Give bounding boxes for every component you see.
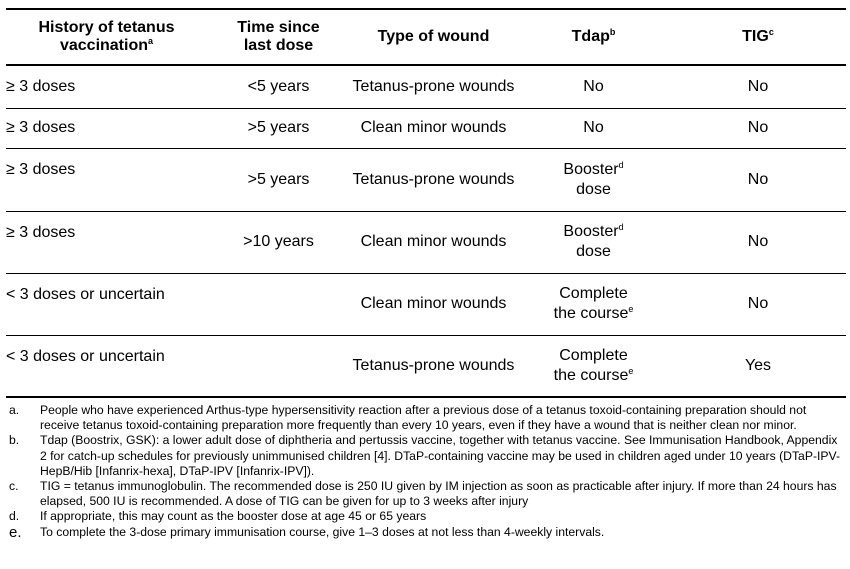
footnote-d bbox=[6, 509, 844, 524]
cell-wound: Tetanus-prone wounds bbox=[352, 77, 515, 95]
table-row bbox=[6, 148, 846, 211]
footnote-a bbox=[6, 403, 844, 433]
header-wound-type: Type of wound bbox=[377, 28, 490, 45]
header-history: History of tetanus vaccination$^a$ bbox=[38, 19, 175, 54]
cell-tig: Yes bbox=[744, 356, 772, 374]
table-row bbox=[6, 335, 846, 397]
cell-wound: Clean minor wounds bbox=[360, 295, 507, 312]
cell-tdap: Complete the course$^e$ bbox=[553, 346, 634, 384]
cell-history: ≥ 3 doses bbox=[6, 119, 76, 136]
cell-history: ≥ 3 doses bbox=[6, 223, 76, 241]
footnote-text: People who have experienced Arthus-type hypersensitivity reaction after a previous dose of a tetanus toxoid-containing preparation should not receive tetanus toxoid-containing preparation more frequently than every 10 years, even if they have a wound that is neither clean nor minor. bbox=[40, 403, 807, 433]
footnote-label: b. bbox=[9, 433, 20, 448]
footnote-label: e. bbox=[9, 523, 22, 541]
table-row bbox=[6, 65, 846, 108]
cell-tdap: No bbox=[583, 119, 604, 136]
header-tdap: Tdap$^b$ bbox=[571, 27, 616, 45]
cell-tig: No bbox=[747, 233, 769, 250]
header-tig: TIG$^c$ bbox=[742, 27, 774, 45]
cell-history: < 3 doses or uncertain bbox=[6, 347, 165, 365]
footnote-c bbox=[6, 479, 844, 509]
cell-tig: No bbox=[747, 170, 769, 188]
cell-time: >5 years bbox=[247, 170, 310, 188]
cell-wound: Tetanus-prone wounds bbox=[352, 356, 515, 374]
cell-tig: No bbox=[747, 295, 769, 312]
cell-time: >5 years bbox=[247, 119, 310, 136]
header-time-since: Time since last dose bbox=[237, 19, 320, 54]
footnote-e bbox=[6, 525, 844, 540]
cell-time: >10 years bbox=[243, 233, 314, 250]
table-row bbox=[6, 211, 846, 273]
footnote-text: Tdap (Boostrix, GSK): a lower adult dose of diphtheria and pertussis vaccine, together with tetanus vaccine. See Immunisation Handbook, Appendix 2 for catch-up schedules for previously unimmunised children [4]. DTaP-containing vaccine may be used in children aged under 10 years (DTaP-IPV-HepB/Hib [Infanrix-hexa], DTaP-IPV [Infanrix-IPV]). bbox=[40, 433, 841, 478]
table-header-row bbox=[6, 9, 846, 65]
cell-history: < 3 doses or uncertain bbox=[6, 285, 165, 303]
tetanus-prophylaxis-table bbox=[6, 8, 846, 398]
cell-time: <5 years bbox=[247, 77, 310, 95]
footnote-text: To complete the 3-dose primary immunisation course, give 1–3 doses at not less than 4-weekly intervals. bbox=[40, 524, 605, 539]
cell-history: ≥ 3 doses bbox=[6, 160, 76, 178]
footnote-label: a. bbox=[9, 403, 20, 417]
footnote-text: If appropriate, this may count as the booster dose at age 45 or 65 years bbox=[40, 509, 427, 524]
table-row bbox=[6, 273, 846, 335]
cell-tig: No bbox=[747, 77, 769, 95]
footnote-text: TIG = tetanus immunoglobulin. The recommended dose is 250 IU given by IM injection as soon as practicable after injury. If more than 24 hours has elapsed, 500 IU is recommended. A dose of TIG can be given for up to 3 weeks after injury bbox=[40, 479, 837, 509]
footnotes bbox=[6, 403, 844, 540]
footnote-label: d. bbox=[9, 509, 20, 524]
cell-tdap: Booster$^d$ dose bbox=[563, 159, 624, 198]
cell-wound: Clean minor wounds bbox=[360, 119, 507, 136]
cell-history: ≥ 3 doses bbox=[6, 77, 76, 95]
table-row bbox=[6, 108, 846, 148]
cell-tig: No bbox=[747, 119, 769, 136]
footnote-b bbox=[6, 433, 844, 479]
cell-time bbox=[207, 273, 350, 335]
cell-tdap: Booster$^d$ dose bbox=[563, 222, 624, 260]
cell-tdap: Complete the course$^e$ bbox=[553, 285, 634, 322]
footnote-label: c. bbox=[9, 479, 19, 494]
cell-wound: Tetanus-prone wounds bbox=[352, 170, 515, 188]
cell-tdap: No bbox=[583, 77, 604, 95]
cell-wound: Clean minor wounds bbox=[360, 233, 507, 250]
cell-time bbox=[207, 335, 350, 397]
